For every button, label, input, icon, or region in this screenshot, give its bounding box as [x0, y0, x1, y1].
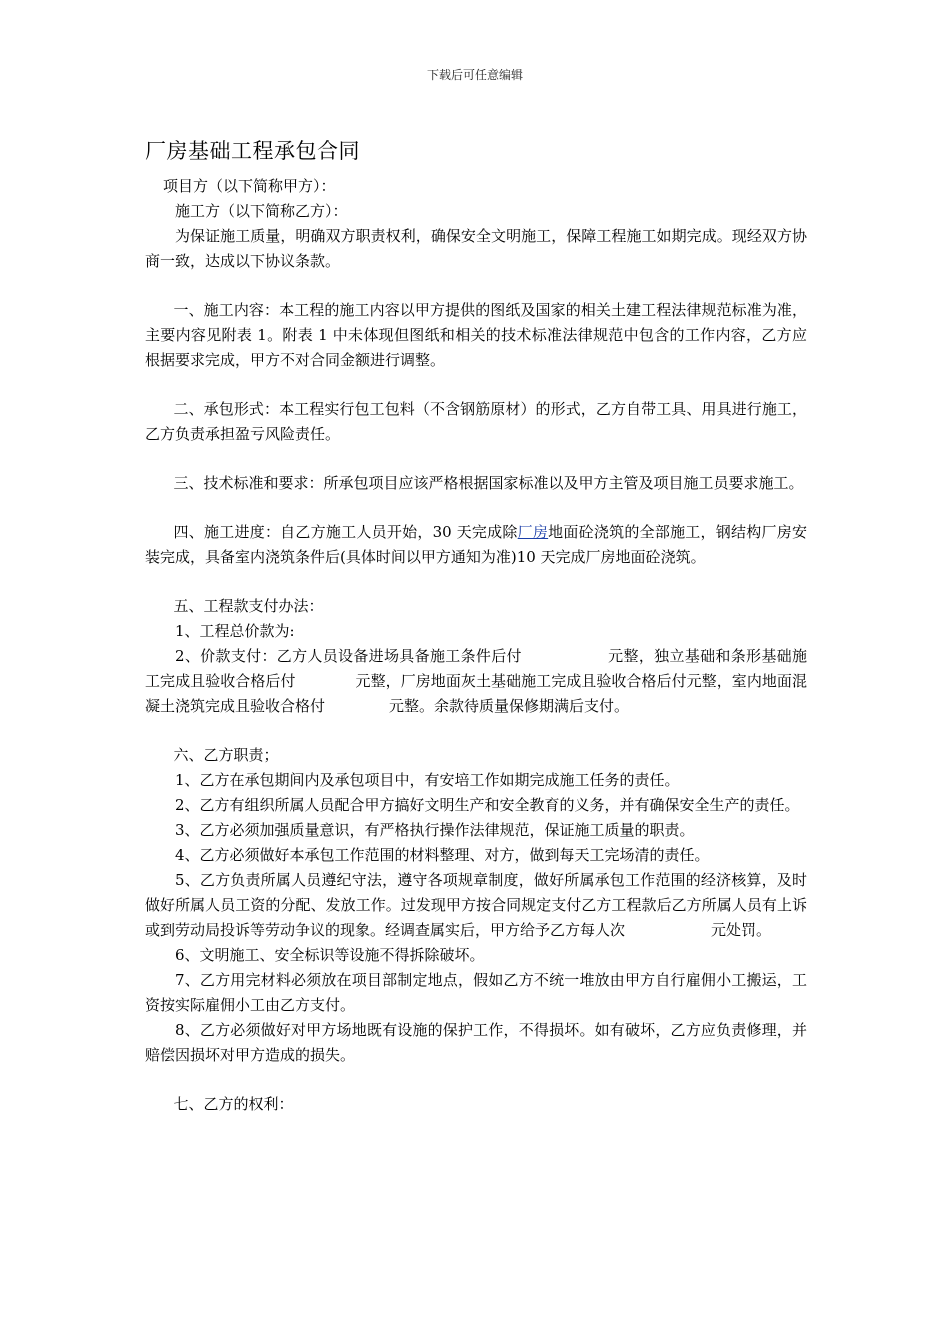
section-6-item: 6、文明施工、安全标识等设施不得拆除破坏。 [175, 946, 485, 964]
section-6-item: 7、乙方用完材料必须放在项目部制定地点，假如乙方不统一堆放由甲方自行雇佣小工搬运，工资按实际雇佣小工由乙方支付。 [145, 971, 807, 1014]
item-2-text-c: 元整，厂房地面灰土基础施工完成且验收合格后付元整，室内地面混凝土浇筑完成且验收合格付 [145, 672, 807, 715]
section-6-item-5 [145, 868, 807, 943]
section-5-item-2 [145, 644, 807, 719]
party-a-line: 项目方（以下简称甲方）： [163, 177, 336, 195]
contract-document [145, 134, 807, 1117]
page-header: 下载后可任意编辑 [426, 68, 523, 82]
section-6-item: 8、乙方必须做好对甲方场地既有设施的保护工作，不得损坏。如有破坏，乙方应负责修理，并赔偿因损坏对甲方造成的损失。 [145, 1021, 807, 1064]
section-4-text-after: 地面砼浇筑的全部施工，钢结构厂房安装完成，具备室内浇筑条件后(具体时间以甲方通知为准)10 天完成厂房地面砼浇筑。 [145, 523, 807, 566]
section-5-item-1: 1、工程总价款为: [175, 622, 295, 640]
section-2-contract-form: 二、承包形式：本工程实行包工包料（不含钢筋原材）的形式，乙方自带工具、用具进行施工，乙方负责承担盈亏风险责任。 [145, 400, 807, 443]
section-6-item: 1、乙方在承包期间内及承包项目中，有安培工作如期完成施工任务的责任。 [175, 771, 680, 789]
section-4-schedule [145, 520, 807, 570]
section-6-item: 2、乙方有组织所属人员配合甲方搞好文明生产和安全教育的义务，并有确保安全生产的责任。 [175, 796, 800, 814]
item-2-text-a: 2、价款支付：乙方人员设备进场具备施工条件后付 [175, 647, 522, 665]
item-5-text-a: 5、乙方负责所属人员遵纪守法，遵守各项规章制度，做好所属承包工作范围的经济核算，及时做好所属人员工资的分配、发放工作。过发现甲方按合同规定支付乙方工程款后乙方所属人员有上诉或到劳动局投诉等劳动争议的现象。经调查属实后，甲方给予乙方每人次 [145, 871, 807, 939]
item-2-text-d: 元整。余款待质量保修期满后支付。 [389, 697, 630, 715]
item-2-text-b: 元整，独立基础和条形基础施工完成且验收合格后付 [145, 647, 807, 690]
section-4-text-before: 四、施工进度：自乙方施工人员开始，30 天完成除 [173, 523, 518, 541]
section-7-heading: 七、乙方的权利： [173, 1095, 294, 1113]
section-6-item: 4、乙方必须做好本承包工作范围的材料整理、对方，做到每天工完场清的责任。 [175, 846, 710, 864]
preamble: 为保证施工质量，明确双方职责权利，确保安全文明施工，保障工程施工如期完成。现经双方协商一致，达成以下协议条款。 [145, 227, 807, 270]
factory-link[interactable]: 厂房 [517, 523, 549, 541]
section-6-item: 3、乙方必须加强质量意识，有严格执行操作法律规范，保证施工质量的职责。 [175, 821, 695, 839]
section-5-heading: 五、工程款支付办法： [173, 597, 324, 615]
section-1-content: 一、施工内容：本工程的施工内容以甲方提供的图纸及国家的相关土建工程法律规范标准为准，主要内容见附表 1。附表 1 中未体现但图纸和相关的技术标准法律规范中包含的工作内容，乙方应根据要求完成，甲方不对合同金额进行调整。 [145, 301, 807, 369]
section-3-standards: 三、技术标准和要求：所承包项目应该严格根据国家标准以及甲方主管及项目施工员要求施工。 [173, 474, 804, 492]
party-b-line: 施工方（以下简称乙方）： [175, 202, 348, 220]
section-6-heading: 六、乙方职责； [173, 746, 279, 764]
item-5-text-b: 元处罚。 [711, 921, 772, 939]
document-title: 厂房基础工程承包合同 [145, 139, 360, 163]
